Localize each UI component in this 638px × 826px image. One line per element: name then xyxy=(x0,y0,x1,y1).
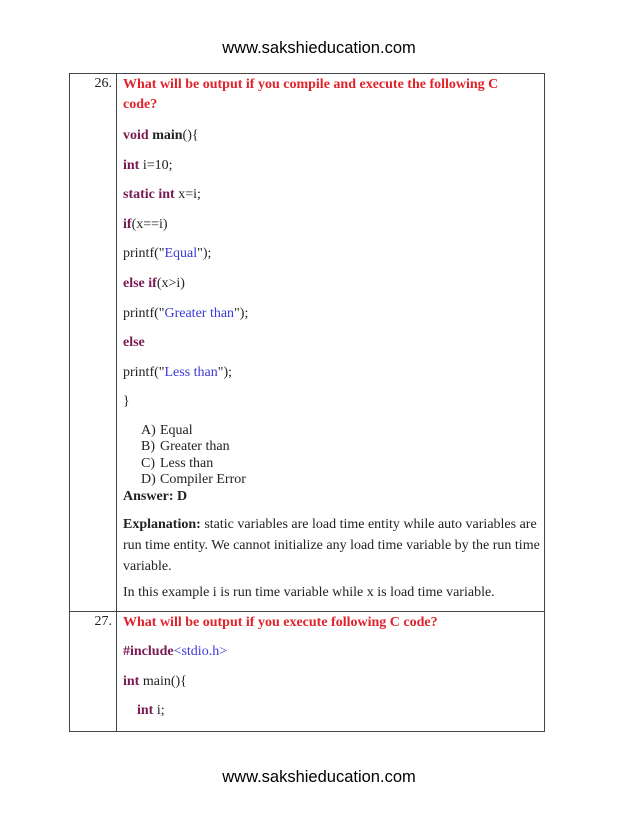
header-website: www.sakshieducation.com xyxy=(222,39,416,57)
code-text: printf(" xyxy=(123,365,165,380)
code-text: (){ xyxy=(182,128,199,143)
code-line-3 xyxy=(123,185,201,204)
code-keyword: else if xyxy=(123,276,157,291)
question-27-text: What will be output if you execute following C code? xyxy=(123,615,438,630)
code-text: "); xyxy=(234,306,249,321)
option-text: Equal xyxy=(160,423,193,438)
code-keyword: int xyxy=(123,158,140,173)
code-line-4 xyxy=(123,215,168,234)
question-27-number: 27. xyxy=(94,614,112,629)
code-27-line-2 xyxy=(123,672,187,691)
code-text: i; xyxy=(153,703,165,718)
option-label: A) xyxy=(141,423,156,438)
code-line-2 xyxy=(123,156,173,175)
row-divider xyxy=(69,611,545,612)
explanation-26 xyxy=(123,514,541,577)
option-label: B) xyxy=(141,439,155,454)
code-text: printf(" xyxy=(123,246,165,261)
code-text: (x==i) xyxy=(131,217,168,232)
code-text: (x>i) xyxy=(156,276,185,291)
code-function-name: main xyxy=(152,128,183,143)
code-line-10: } xyxy=(123,394,130,409)
code-keyword: if xyxy=(123,217,132,232)
code-string: Less than xyxy=(164,365,218,380)
answer-26: Answer: D xyxy=(123,489,188,504)
column-divider xyxy=(116,73,117,732)
question-26-number: 26. xyxy=(94,76,112,91)
code-string: Greater than xyxy=(164,306,235,321)
code-line-6 xyxy=(123,274,185,293)
code-text: printf(" xyxy=(123,306,165,321)
explanation-label: Explanation: xyxy=(123,517,201,532)
code-line-5 xyxy=(123,244,211,263)
example-note-26: In this example i is run time variable while x is load time variable. xyxy=(123,585,495,600)
option-label: C) xyxy=(141,456,155,471)
option-text: Compiler Error xyxy=(160,472,246,487)
code-string: Equal xyxy=(164,246,198,261)
question-26-text-line1: What will be output if you compile and execute the following C xyxy=(123,77,499,92)
option-d xyxy=(141,471,246,488)
code-line-9 xyxy=(123,363,232,382)
code-line-7 xyxy=(123,304,248,323)
code-text: i=10; xyxy=(139,158,173,173)
option-c xyxy=(141,455,213,472)
code-27-line-1 xyxy=(123,642,227,661)
code-keyword: int xyxy=(137,703,154,718)
code-string: <stdio.h> xyxy=(173,644,228,659)
code-keyword: int xyxy=(123,674,140,689)
code-27-line-3 xyxy=(137,701,165,720)
code-keyword: void xyxy=(123,128,149,143)
question-26-text-line2: code? xyxy=(123,97,158,112)
option-a xyxy=(141,422,193,439)
option-b xyxy=(141,438,230,455)
option-label: D) xyxy=(141,472,156,487)
code-keyword: else xyxy=(123,335,145,350)
explanation-text: static variables are load time entity while auto variables are run time entity. We cannot initialize any load time variable by the run time variable. xyxy=(123,517,540,574)
code-keyword: #include xyxy=(123,644,174,659)
option-text: Less than xyxy=(160,456,214,471)
code-text: main(){ xyxy=(139,674,187,689)
code-text: x=i; xyxy=(174,187,201,202)
code-text: "); xyxy=(197,246,212,261)
code-text: "); xyxy=(217,365,233,380)
code-line-8 xyxy=(123,333,145,352)
code-keyword: static int xyxy=(123,187,175,202)
footer-website: www.sakshieducation.com xyxy=(222,768,416,786)
code-line-1 xyxy=(123,126,199,145)
option-text: Greater than xyxy=(160,439,230,454)
